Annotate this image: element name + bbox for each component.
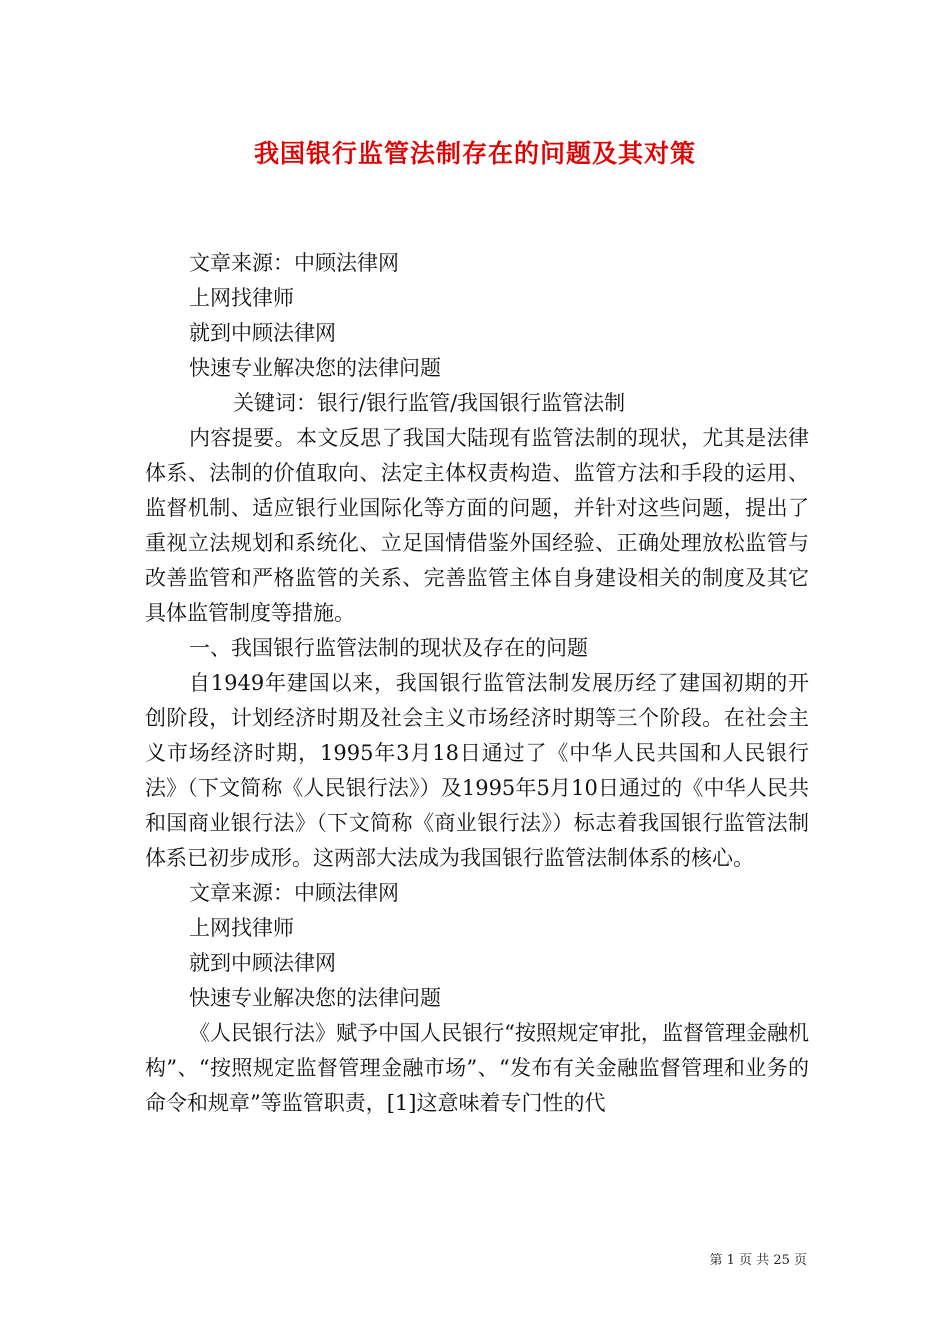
- document-title: 我国银行监管法制存在的问题及其对策: [253, 139, 696, 168]
- source-line: 文章来源：中顾法律网: [189, 881, 399, 905]
- promo-line: 上网找律师: [189, 916, 294, 940]
- body-paragraph: 自1949年建国以来，我国银行监管法制发展历经了建国初期的开创阶段，计划经济时期及社会主义市场经济时期等三个阶段。在社会主义市场经济时期，1995年3月18日通过了《中华人民共国和人民银行法》（下文简称《人民银行法》）及1995年5月10日通过的《中华人民共和国商业银行法》（下文简称《商业银行法》）标志着我国银行监管法制体系已初步成形。这两部大法成为我国银行监管法制体系的核心。: [145, 671, 809, 870]
- body-paragraph: 《人民银行法》赋予中国人民银行“按照规定审批，监督管理金融机构”、“按照规定监督管理金融市场”、“发布有关金融监督管理和业务的命令和规章”等监管职责，[1]这意味着专门性的代: [145, 1021, 809, 1115]
- keywords-line: 关键词：银行/银行监管/我国银行监管法制: [233, 391, 626, 415]
- promo-line: 就到中顾法律网: [189, 321, 336, 345]
- document-body: [145, 246, 809, 1121]
- source-line: 文章来源：中顾法律网: [189, 251, 399, 275]
- promo-line: 就到中顾法律网: [189, 951, 336, 975]
- promo-line: 上网找律师: [189, 286, 294, 310]
- promo-line: 快速专业解决您的法律问题: [189, 356, 441, 380]
- abstract-paragraph: 内容提要。本文反思了我国大陆现有监管法制的现状，尤其是法律体系、法制的价值取向、法定主体权责构造、监管方法和手段的运用、监督机制、适应银行业国际化等方面的问题，并针对这些问题，提出了重视立法规划和系统化、立足国情借鉴外国经验、正确处理放松监管与改善监管和严格监管的关系、完善监管主体自身建设相关的制度及其它具体监管制度等措施。: [145, 426, 809, 625]
- page-indicator: 第 1 页 共 25 页: [709, 1253, 807, 1268]
- section-heading: 一、我国银行监管法制的现状及存在的问题: [189, 636, 588, 660]
- promo-line: 快速专业解决您的法律问题: [189, 986, 441, 1010]
